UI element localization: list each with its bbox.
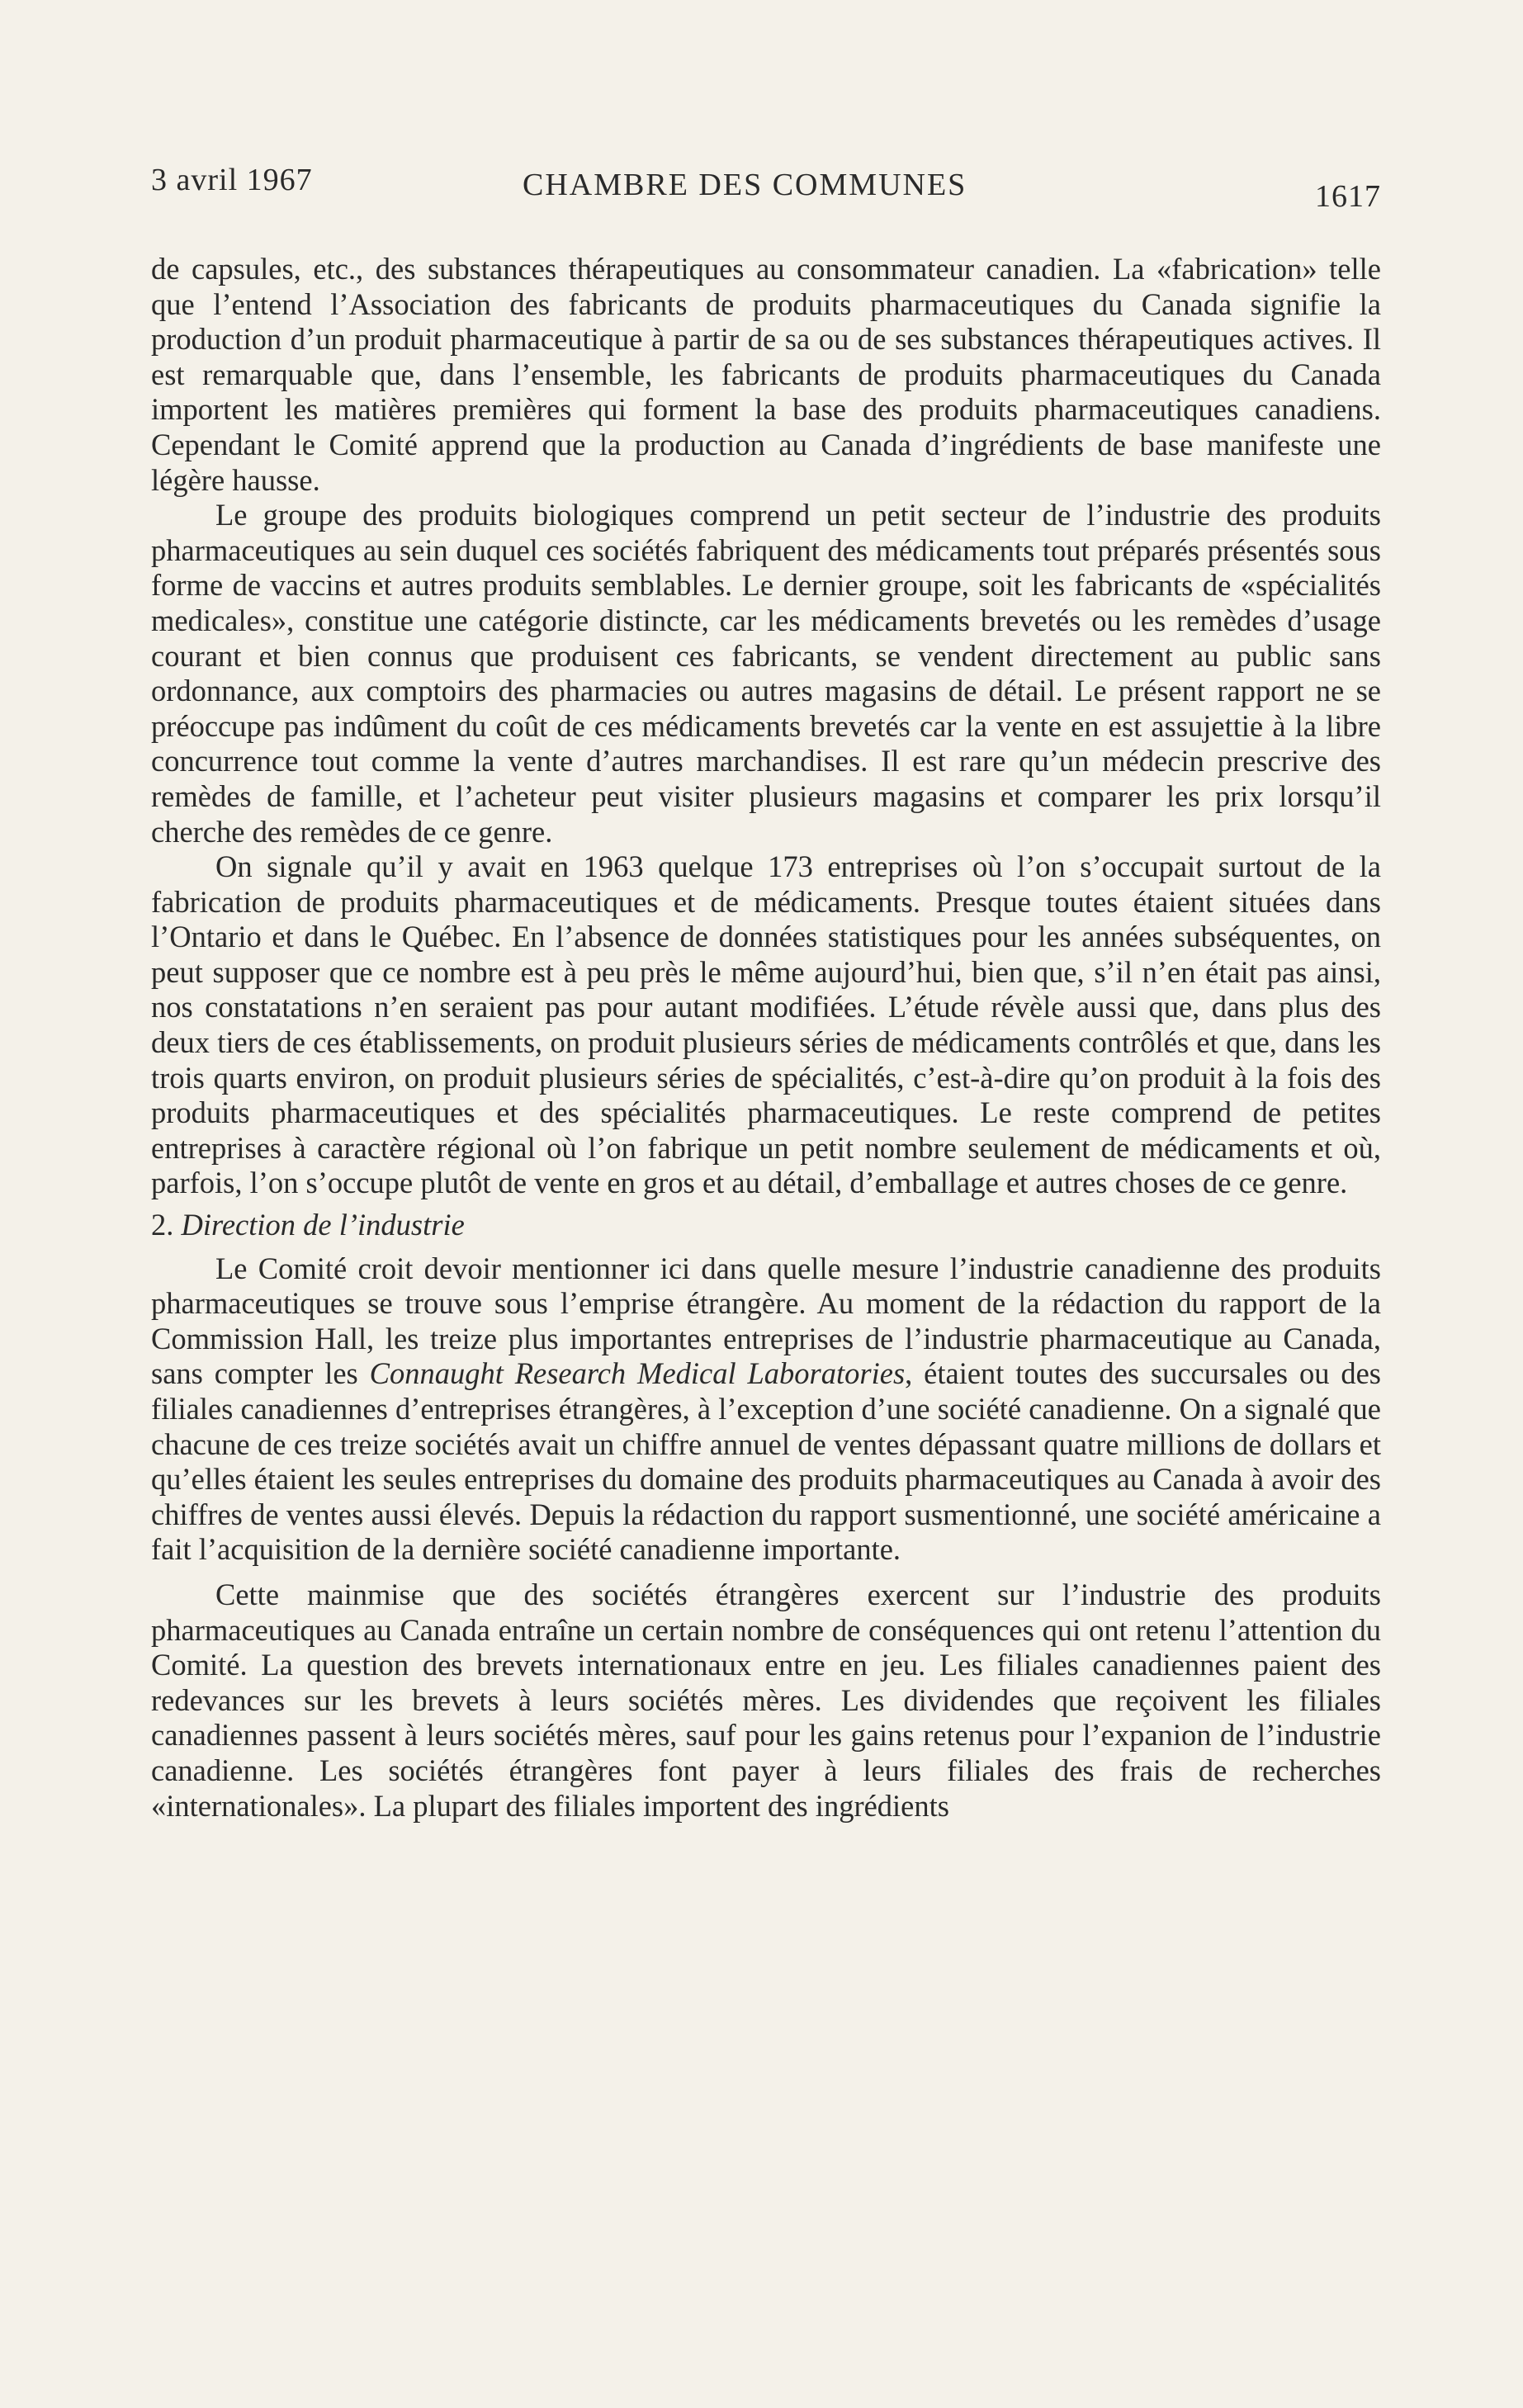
body-text xyxy=(151,252,1381,1824)
paragraph-foreign-control xyxy=(151,1251,1381,1568)
section-title: Direction de l’industrie xyxy=(181,1208,465,1242)
paragraph-text-part: Le Comité croit devoir mentionner ici dans quelle mesure l’industrie canadienne des produits pharmaceutiques se trouve sous l’emprise étrangère. Au moment de la rédaction du rapport de la Commission Hall, les treize plus importantes entreprises de l’industrie pharmaceutique au Canada, sans compter les xyxy=(151,1251,1381,1391)
header-date: 3 avril 1967 xyxy=(151,163,313,197)
page-number: 1617 xyxy=(1315,179,1381,214)
paragraph-consequences: Cette mainmise que des sociétés étrangères exercent sur l’industrie des produits pharmaceutiques au Canada entraîne un certain nombre de conséquences qui ont retenu l’attention du Comité. La question des brevets internationaux entre en jeu. Les filiales canadiennes paient des redevances sur les brevets à leurs sociétés mères. Les dividendes que reçoivent les filiales canadiennes passent à leurs sociétés mères, sauf pour les gains retenus pour l’expanion de l’industrie canadienne. Les sociétés étrangères font payer à leurs filiales des frais de recherches «internationales». La plupart des filiales importent des ingrédients xyxy=(151,1577,1381,1823)
paragraph-text-part: , étaient toutes des succursales ou des filiales canadiennes d’entreprises étrangères, à l’exception d’une société canadienne. On a signalé que chacune de ces treize sociétés avait un chiffre annuel de ventes dépassant quatre millions de dollars et qu’elles étaient les seules entreprises du domaine des produits pharmaceutiques au Canada à avoir des chiffres de ventes aussi élevés. Depuis la rédaction du rapport susmentionné, une société américaine a fait l’acquisition de la dernière société canadienne importante. xyxy=(151,1356,1381,1567)
section-heading xyxy=(151,1208,1381,1243)
running-head xyxy=(151,162,1381,214)
paragraph-continued: de capsules, etc., des substances thérapeutiques au consommateur canadien. La «fabrication» telle que l’entend l’Association des fabricants de produits pharmaceutiques du Canada signifie la production d’un produit pharmaceutique à partir de sa ou de ses substances thérapeutiques actives. Il est remarquable que, dans l’ensemble, les fabricants de produits pharmaceutiques du Canada importent les matières premières qui forment la base des produits pharmaceutiques canadiens. Cependant le Comité apprend que la production au Canada d’ingrédients de base manifeste une légère hausse. xyxy=(151,252,1381,497)
section-number: 2. xyxy=(151,1208,174,1242)
italic-company-name: Connaught Research Medical Laboratories xyxy=(369,1356,906,1391)
header-title: CHAMBRE DES COMMUNES xyxy=(523,168,967,202)
paragraph-biological-products: Le groupe des produits biologiques comprend un petit secteur de l’industrie des produits pharmaceutiques au sein duquel ces sociétés fabriquent des médicaments tout préparés présentés sous forme de vaccins et autres produits semblables. Le dernier groupe, soit les fabricants de «spécialités medicales», constitue une catégorie distincte, car les médicaments brevetés ou les remèdes d’usage courant et bien connus que produisent ces fabricants, se vendent directement au public sans ordonnance, aux comptoirs des pharmacies ou autres magasins de détail. Le présent rapport ne se préoccupe pas indûment du coût de ces médicaments brevetés car la vente en est assujettie à la libre concurrence tout comme la vente d’autres marchandises. Il est rare qu’un médecin prescrive des remèdes de famille, et l’acheteur peut visiter plusieurs magasins et comparer les prix lorsqu’il cherche des remèdes de ce genre. xyxy=(151,498,1381,849)
paragraph-enterprises-1963: On signale qu’il y avait en 1963 quelque 173 entreprises où l’on s’occupait surtout de la fabrication de produits pharmaceutiques et de médicaments. Presque toutes étaient situées dans l’Ontario et dans le Québec. En l’absence de données statistiques pour les années subséquentes, on peut supposer que ce nombre est à peu près le même aujourd’hui, bien que, s’il n’en était pas ainsi, nos constatations n’en seraient pas pour autant modifiées. L’étude révèle aussi que, dans plus des deux tiers de ces établissements, on produit plusieurs séries de médicaments contrôlés et que, dans les trois quarts environ, on produit plusieurs séries de spécialités, c’est-à-dire qu’on produit à la fois des produits pharmaceutiques et des spécialités pharmaceutiques. Le reste comprend de petites entreprises à caractère régional où l’on fabrique un petit nombre seulement de médicaments et où, parfois, l’on s’occupe plutôt de vente en gros et au détail, d’emballage et autres choses de ce genre. xyxy=(151,849,1381,1200)
